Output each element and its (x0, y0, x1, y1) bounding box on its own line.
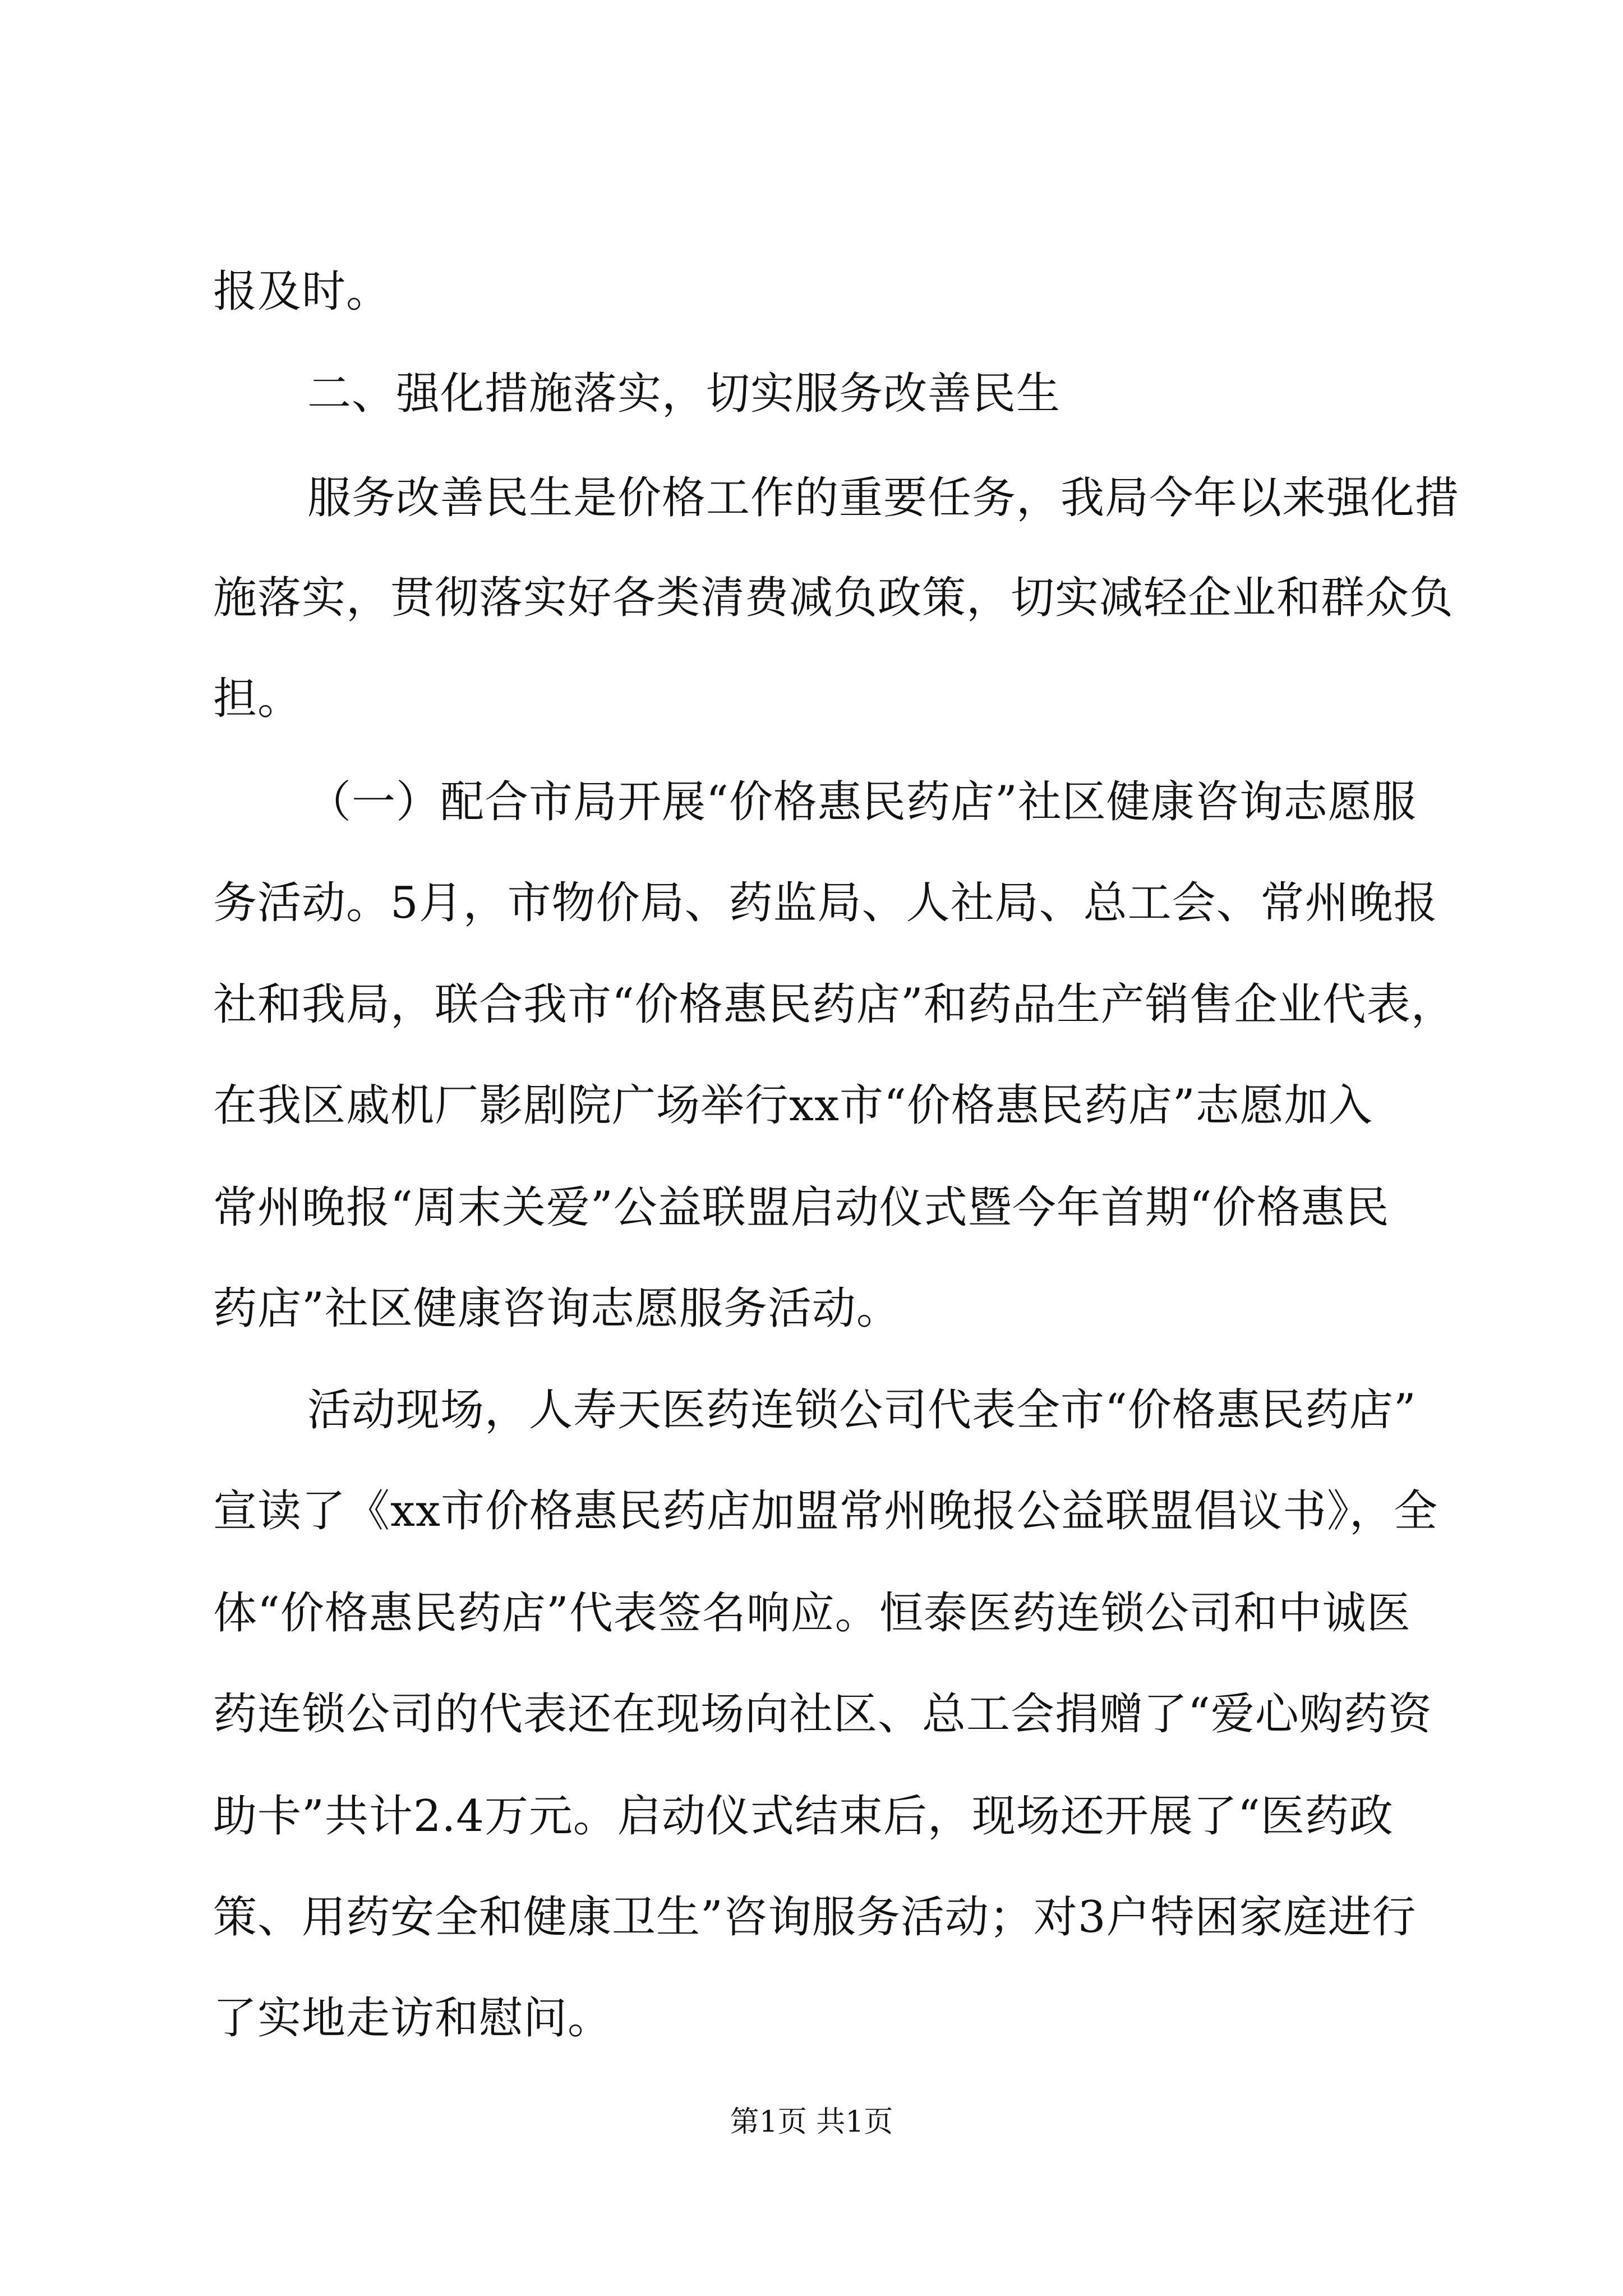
section-heading: 二、强化措施落实，切实服务改善民生 (307, 369, 1061, 419)
text-line: 务活动。5月，市物价局、药监局、人社局、总工会、常州晚报 (213, 878, 1438, 928)
text-line: 药连锁公司的代表还在现场向社区、总工会捐赠了“爱心购药资 (213, 1689, 1432, 1740)
text-line: 了实地走访和慰问。 (213, 1993, 612, 2044)
text-line: 在我区戚机厂影剧院广场举行xx市“价格惠民药店”志愿加入 (213, 1080, 1373, 1131)
text-line: 服务改善民生是价格工作的重要任务，我局今年以来强化措 (307, 473, 1460, 523)
text-line: 施落实，贯彻落实好各类清费减负政策，切实减轻企业和群众负 (213, 573, 1454, 623)
text-line: 宣读了《xx市价格惠民药店加盟常州晚报公益联盟倡议书》，全 (213, 1486, 1438, 1536)
text-line: 体“价格惠民药店”代表签名响应。恒泰医药连锁公司和中诚医 (213, 1588, 1411, 1639)
page-footer: 第1页 共1页 (730, 2105, 893, 2139)
text-line: 药店”社区健康咨询志愿服务活动。 (213, 1283, 901, 1334)
text-line: 活动现场，人寿天医药连锁公司代表全市“价格惠民药店” (307, 1385, 1417, 1435)
text-line: 策、用药安全和健康卫生”咨询服务活动；对3户特困家庭进行 (213, 1892, 1417, 1943)
text-line: 常州晚报“周末关爱”公益联盟启动仪式暨今年首期“价格惠民 (213, 1182, 1390, 1233)
text-line: 助卡”共计2.4万元。启动仪式结束后，现场还开展了“医药政 (213, 1791, 1394, 1842)
text-line: （一）配合市局开展“价格惠民药店”社区健康咨询志愿服 (307, 777, 1417, 827)
text-line: 社和我局，联合我市“价格惠民药店”和药品生产销售企业代表， (213, 979, 1455, 1030)
text-line: 担。 (213, 674, 302, 724)
text-line: 报及时。 (213, 266, 391, 317)
